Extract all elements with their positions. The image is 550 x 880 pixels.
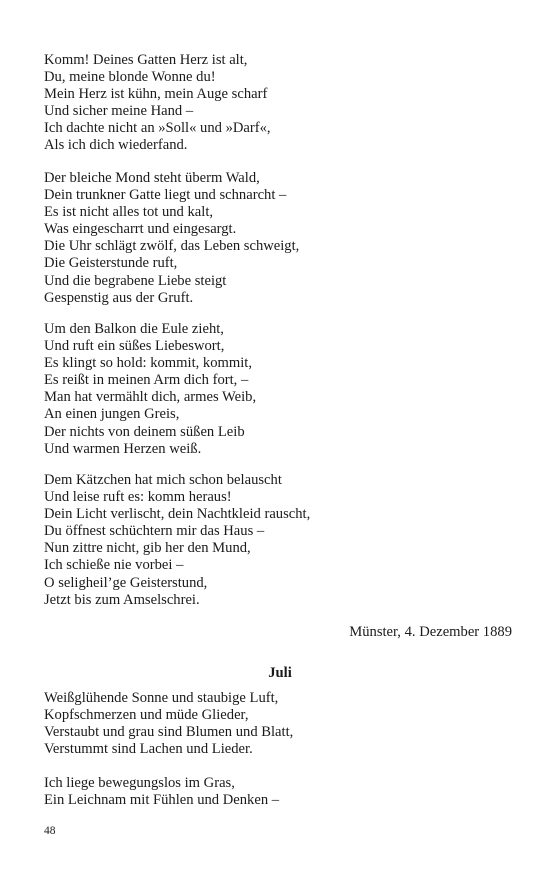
verse-line: Die Geisterstunde ruft, xyxy=(44,255,178,272)
stanza-3 xyxy=(44,321,256,458)
verse-line: Ich liege bewegungslos im Gras, xyxy=(44,775,235,791)
verse-line: Und leise ruft es: komm heraus! xyxy=(44,489,232,506)
verse-line: Ich dachte nicht an »Soll« und »Darf«, xyxy=(44,120,271,137)
verse-line: Man hat vermählt dich, armes Weib, xyxy=(44,389,257,406)
verse-line: Du öffnest schüchtern mir das Haus – xyxy=(44,523,265,540)
stanza-5 xyxy=(44,690,293,758)
verse-line: Dem Kätzchen hat mich schon belauscht xyxy=(44,472,282,488)
verse-line: Mein Herz ist kühn, mein Auge scharf xyxy=(44,86,268,103)
verse-line: O seligheil’ge Geisterstund, xyxy=(44,574,208,591)
verse-line: Ich schieße nie vorbei – xyxy=(44,557,184,574)
verse-line: Dein Licht verlischt, dein Nachtkleid rauscht, xyxy=(44,506,311,523)
verse-line: Es ist nicht alles tot und kalt, xyxy=(44,204,214,221)
verse-line: Nun zittre nicht, gib her den Mund, xyxy=(44,540,251,557)
verse-line: Und warmen Herzen weiß. xyxy=(44,440,202,457)
verse-line: Und ruft ein süßes Liebeswort, xyxy=(44,338,225,355)
stanza-4 xyxy=(44,472,310,609)
verse-line: An einen jungen Greis, xyxy=(44,406,180,423)
verse-line: Jetzt bis zum Amselschrei. xyxy=(44,591,200,608)
verse-line: Die Uhr schlägt zwölf, das Leben schweigt, xyxy=(44,238,300,255)
stanza-1 xyxy=(44,52,271,155)
verse-line: Kopfschmerzen und müde Glieder, xyxy=(44,707,249,724)
verse-line: Es reißt in meinen Arm dich fort, – xyxy=(44,372,249,389)
verse-line: Was eingescharrt und eingesargt. xyxy=(44,221,237,238)
verse-line: Der nichts von deinem süßen Leib xyxy=(44,423,245,440)
verse-line: Und die begrabene Liebe steigt xyxy=(44,272,227,289)
verse-line: Weißglühende Sonne und staubige Luft, xyxy=(44,690,279,706)
verse-line: Verstummt sind Lachen und Lieder. xyxy=(44,741,253,758)
verse-line: Gespenstig aus der Gruft. xyxy=(44,289,194,306)
verse-line: Dein trunkner Gatte liegt und schnarcht – xyxy=(44,187,287,204)
verse-line: Du, meine blonde Wonne du! xyxy=(44,69,216,86)
verse-line: Es klingt so hold: kommit, kommit, xyxy=(44,355,252,372)
verse-line: Verstaubt und grau sind Blumen und Blatt, xyxy=(44,724,294,741)
verse-line: Der bleiche Mond steht überm Wald, xyxy=(44,170,260,186)
verse-line: Ein Leichnam mit Fühlen und Denken – xyxy=(44,792,280,809)
page-number: 48 xyxy=(44,825,56,837)
stanza-6 xyxy=(44,775,279,809)
poem-title: Juli xyxy=(268,665,292,681)
verse-line: Als ich dich wiederfand. xyxy=(44,137,188,154)
verse-line: Und sicher meine Hand – xyxy=(44,103,194,120)
verse-line: Komm! Deines Gatten Herz ist alt, xyxy=(44,52,248,68)
stanza-2 xyxy=(44,170,299,307)
dateline: Münster, 4. Dezember 1889 xyxy=(349,624,512,640)
verse-line: Um den Balkon die Eule zieht, xyxy=(44,321,224,337)
